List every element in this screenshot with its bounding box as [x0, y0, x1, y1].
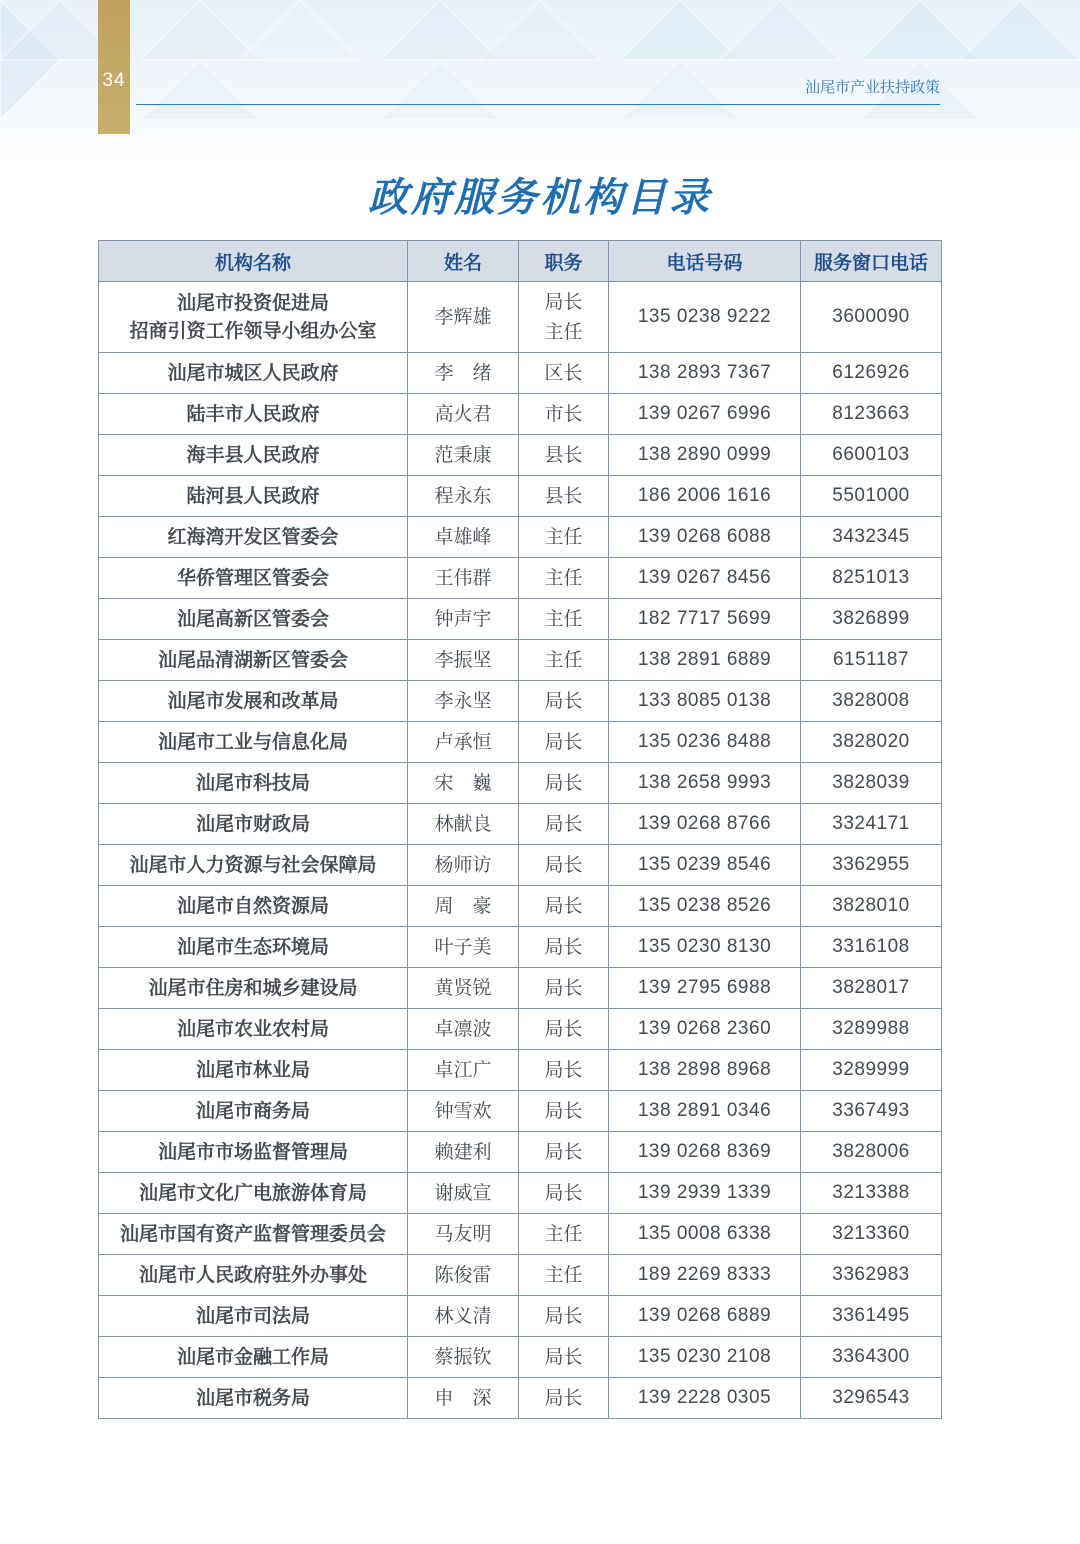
phone-cell: 135 0236 8488 — [609, 722, 801, 763]
position-cell: 县长 — [519, 435, 609, 476]
position-cell: 主任 — [519, 1214, 609, 1255]
phone-cell: 139 2228 0305 — [609, 1378, 801, 1419]
service-phone-cell: 3316108 — [801, 927, 942, 968]
column-header-service-phone: 服务窗口电话 — [801, 241, 942, 282]
name-cell: 王伟群 — [408, 558, 519, 599]
directory-table — [98, 240, 942, 1419]
position-cell: 局长 — [519, 845, 609, 886]
service-phone-cell: 8251013 — [801, 558, 942, 599]
phone-cell: 135 0008 6338 — [609, 1214, 801, 1255]
name-cell: 谢威宣 — [408, 1173, 519, 1214]
table-row — [99, 886, 942, 927]
phone-cell: 139 2795 6988 — [609, 968, 801, 1009]
position-cell: 局长 — [519, 1091, 609, 1132]
org-cell: 汕尾市国有资产监督管理委员会 — [99, 1214, 408, 1255]
name-cell: 李振坚 — [408, 640, 519, 681]
name-cell: 钟雪欢 — [408, 1091, 519, 1132]
org-name-line: 招商引资工作领导小组办公室 — [129, 320, 377, 342]
service-phone-cell: 3289988 — [801, 1009, 942, 1050]
name-cell: 杨师访 — [408, 845, 519, 886]
column-header-phone: 电话号码 — [609, 241, 801, 282]
phone-cell: 139 0267 6996 — [609, 394, 801, 435]
phone-cell: 138 2891 6889 — [609, 640, 801, 681]
service-phone-cell: 3600090 — [801, 282, 942, 353]
position-cell: 主任 — [519, 558, 609, 599]
position-cell: 主任 — [519, 517, 609, 558]
service-phone-cell: 3828017 — [801, 968, 942, 1009]
service-phone-cell: 3213388 — [801, 1173, 942, 1214]
phone-cell: 138 2898 8968 — [609, 1050, 801, 1091]
position-cell: 主任 — [519, 1255, 609, 1296]
service-phone-cell: 8123663 — [801, 394, 942, 435]
service-phone-cell: 3362955 — [801, 845, 942, 886]
table-row — [99, 1009, 942, 1050]
table-row — [99, 640, 942, 681]
table-row — [99, 353, 942, 394]
table-row — [99, 1255, 942, 1296]
org-cell: 汕尾市商务局 — [99, 1091, 408, 1132]
phone-cell: 186 2006 1616 — [609, 476, 801, 517]
service-phone-cell: 3362983 — [801, 1255, 942, 1296]
org-cell: 汕尾市人力资源与社会保障局 — [99, 845, 408, 886]
service-phone-cell: 3324171 — [801, 804, 942, 845]
name-cell: 周 豪 — [408, 886, 519, 927]
org-cell: 汕尾市文化广电旅游体育局 — [99, 1173, 408, 1214]
table-row — [99, 845, 942, 886]
service-phone-cell: 3828006 — [801, 1132, 942, 1173]
position-cell: 局长 — [519, 763, 609, 804]
name-cell: 卓江广 — [408, 1050, 519, 1091]
table-row — [99, 476, 942, 517]
org-cell: 汕尾市生态环境局 — [99, 927, 408, 968]
position-cell: 局长 — [519, 1296, 609, 1337]
name-cell: 卓凛波 — [408, 1009, 519, 1050]
org-cell: 汕尾市城区人民政府 — [99, 353, 408, 394]
column-header-org: 机构名称 — [99, 241, 408, 282]
org-cell: 汕尾市农业农村局 — [99, 1009, 408, 1050]
service-phone-cell: 3828008 — [801, 681, 942, 722]
position-cell: 县长 — [519, 476, 609, 517]
org-cell: 汕尾市林业局 — [99, 1050, 408, 1091]
position-cell: 局长 — [519, 1173, 609, 1214]
name-cell: 李永坚 — [408, 681, 519, 722]
org-cell: 汕尾市自然资源局 — [99, 886, 408, 927]
service-phone-cell: 3367493 — [801, 1091, 942, 1132]
org-cell: 华侨管理区管委会 — [99, 558, 408, 599]
name-cell: 蔡振钦 — [408, 1337, 519, 1378]
table-row — [99, 558, 942, 599]
table-row — [99, 1337, 942, 1378]
service-phone-cell: 3364300 — [801, 1337, 942, 1378]
position-cell: 局长 — [519, 886, 609, 927]
position-cell: 局长 — [519, 1009, 609, 1050]
position-cell: 局长 — [519, 681, 609, 722]
org-cell: 汕尾市科技局 — [99, 763, 408, 804]
phone-cell: 139 2939 1339 — [609, 1173, 801, 1214]
org-cell: 汕尾市税务局 — [99, 1378, 408, 1419]
name-cell: 宋 巍 — [408, 763, 519, 804]
service-phone-cell: 3296543 — [801, 1378, 942, 1419]
table-row — [99, 517, 942, 558]
table-row — [99, 282, 942, 353]
column-header-name: 姓名 — [408, 241, 519, 282]
table-row — [99, 1296, 942, 1337]
position-cell: 局长 — [519, 1337, 609, 1378]
table-row — [99, 927, 942, 968]
table-row — [99, 1091, 942, 1132]
org-cell: 汕尾高新区管委会 — [99, 599, 408, 640]
name-cell: 李 绪 — [408, 353, 519, 394]
service-phone-cell: 6126926 — [801, 353, 942, 394]
name-cell: 马友明 — [408, 1214, 519, 1255]
name-cell: 钟声宇 — [408, 599, 519, 640]
service-phone-cell: 3213360 — [801, 1214, 942, 1255]
org-cell: 汕尾市财政局 — [99, 804, 408, 845]
service-phone-cell: 3432345 — [801, 517, 942, 558]
org-cell: 汕尾市司法局 — [99, 1296, 408, 1337]
table-row — [99, 968, 942, 1009]
table-row — [99, 435, 942, 476]
position-cell — [519, 282, 609, 353]
name-cell: 高火君 — [408, 394, 519, 435]
running-title: 汕尾市产业扶持政策 — [804, 78, 940, 96]
position-cell: 局长 — [519, 968, 609, 1009]
service-phone-cell: 3289999 — [801, 1050, 942, 1091]
phone-cell: 139 0267 8456 — [609, 558, 801, 599]
org-cell: 汕尾市工业与信息化局 — [99, 722, 408, 763]
table-row — [99, 1378, 942, 1419]
phone-cell: 182 7717 5699 — [609, 599, 801, 640]
table-row — [99, 394, 942, 435]
position-cell: 局长 — [519, 1378, 609, 1419]
column-header-position: 职务 — [519, 241, 609, 282]
service-phone-cell: 5501000 — [801, 476, 942, 517]
position-cell: 局长 — [519, 804, 609, 845]
name-cell: 陈俊雷 — [408, 1255, 519, 1296]
phone-cell: 135 0230 2108 — [609, 1337, 801, 1378]
org-cell: 汕尾市人民政府驻外办事处 — [99, 1255, 408, 1296]
position-cell: 主任 — [519, 640, 609, 681]
phone-cell: 139 0268 2360 — [609, 1009, 801, 1050]
phone-cell: 138 2891 0346 — [609, 1091, 801, 1132]
service-phone-cell: 3826899 — [801, 599, 942, 640]
org-cell: 汕尾市发展和改革局 — [99, 681, 408, 722]
position-line: 主任 — [544, 321, 583, 343]
name-cell: 卢承恒 — [408, 722, 519, 763]
name-cell: 赖建利 — [408, 1132, 519, 1173]
table-row — [99, 681, 942, 722]
table-row — [99, 599, 942, 640]
position-cell: 市长 — [519, 394, 609, 435]
phone-cell: 139 0268 6088 — [609, 517, 801, 558]
name-cell: 林献良 — [408, 804, 519, 845]
org-cell: 陆河县人民政府 — [99, 476, 408, 517]
name-cell: 卓雄峰 — [408, 517, 519, 558]
position-cell: 局长 — [519, 927, 609, 968]
position-cell: 局长 — [519, 1050, 609, 1091]
header-rule — [136, 104, 940, 105]
page-title: 政府服务机构目录 — [368, 175, 712, 221]
service-phone-cell: 6151187 — [801, 640, 942, 681]
org-cell: 汕尾市住房和城乡建设局 — [99, 968, 408, 1009]
name-cell: 黄贤锐 — [408, 968, 519, 1009]
name-cell: 程永东 — [408, 476, 519, 517]
service-phone-cell: 3828020 — [801, 722, 942, 763]
name-cell: 林义清 — [408, 1296, 519, 1337]
phone-cell: 135 0238 8526 — [609, 886, 801, 927]
position-cell: 局长 — [519, 722, 609, 763]
phone-cell: 139 0268 8766 — [609, 804, 801, 845]
org-name-line: 汕尾市投资促进局 — [176, 292, 329, 314]
position-cell: 局长 — [519, 1132, 609, 1173]
org-cell: 海丰县人民政府 — [99, 435, 408, 476]
org-cell: 汕尾市金融工作局 — [99, 1337, 408, 1378]
name-cell: 叶子美 — [408, 927, 519, 968]
phone-cell: 135 0238 9222 — [609, 282, 801, 353]
name-cell: 范秉康 — [408, 435, 519, 476]
table-row — [99, 1214, 942, 1255]
phone-cell: 138 2893 7367 — [609, 353, 801, 394]
service-phone-cell: 3828010 — [801, 886, 942, 927]
org-cell: 汕尾品清湖新区管委会 — [99, 640, 408, 681]
phone-cell: 138 2658 9993 — [609, 763, 801, 804]
table-row — [99, 1132, 942, 1173]
table-row — [99, 1173, 942, 1214]
phone-cell: 139 0268 8369 — [609, 1132, 801, 1173]
position-line: 局长 — [544, 291, 583, 313]
phone-cell: 135 0239 8546 — [609, 845, 801, 886]
table-row — [99, 763, 942, 804]
phone-cell: 133 8085 0138 — [609, 681, 801, 722]
table-header-row — [99, 241, 942, 282]
name-cell: 李辉雄 — [408, 282, 519, 353]
phone-cell: 135 0230 8130 — [609, 927, 801, 968]
org-cell — [99, 282, 408, 353]
service-phone-cell: 3828039 — [801, 763, 942, 804]
position-cell: 区长 — [519, 353, 609, 394]
page-number: 34 — [102, 70, 126, 91]
page-number-tab — [98, 0, 130, 134]
position-cell: 主任 — [519, 599, 609, 640]
table-row — [99, 1050, 942, 1091]
org-cell: 陆丰市人民政府 — [99, 394, 408, 435]
org-cell: 红海湾开发区管委会 — [99, 517, 408, 558]
service-phone-cell: 6600103 — [801, 435, 942, 476]
table-row — [99, 722, 942, 763]
phone-cell: 189 2269 8333 — [609, 1255, 801, 1296]
phone-cell: 139 0268 6889 — [609, 1296, 801, 1337]
org-cell: 汕尾市市场监督管理局 — [99, 1132, 408, 1173]
name-cell: 申 深 — [408, 1378, 519, 1419]
table-row — [99, 804, 942, 845]
phone-cell: 138 2890 0999 — [609, 435, 801, 476]
service-phone-cell: 3361495 — [801, 1296, 942, 1337]
